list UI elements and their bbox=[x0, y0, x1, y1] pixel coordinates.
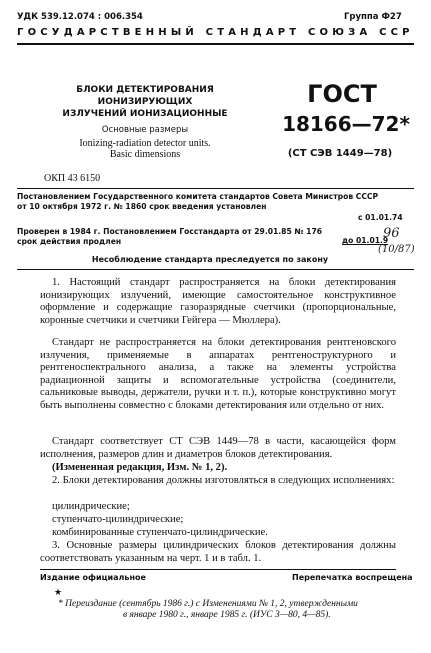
paragraph-4: 2. Блоки детектирования должны изготовляться в следующих исполнениях: bbox=[52, 475, 395, 486]
decree-line-4: срок действия продлен bbox=[17, 237, 122, 246]
gost-label: ГОСТ bbox=[307, 80, 377, 108]
handwritten-note: (10/87) bbox=[378, 244, 415, 255]
handwritten-year: 96 bbox=[383, 226, 400, 241]
reprint-note bbox=[58, 599, 418, 621]
extension-date: до 01.01.9 bbox=[342, 236, 389, 245]
legal-notice: Несоблюдение стандарта преследуется по закону bbox=[91, 255, 329, 264]
decree-line-2: от 10 октября 1972 г. № 1860 срок введения установлен bbox=[17, 202, 267, 211]
list-item-combined: комбинированные ступенчато-цилиндрические. bbox=[52, 527, 268, 538]
group-code: Группа Ф27 bbox=[344, 12, 402, 22]
header-rule bbox=[17, 43, 414, 45]
okp-code: ОКП 43 6150 bbox=[44, 173, 101, 184]
star-mark: ★ bbox=[54, 587, 63, 597]
st-sev-reference: (СТ СЭВ 1449—78) bbox=[287, 148, 393, 159]
reprint-banned: Перепечатка воспрещена bbox=[292, 573, 413, 582]
paragraph-1: 1. Настоящий стандарт распространяется на блоки детектирования ионизирующих излучений, имеющие самостоятельное конструктивное оформление и содержащие газоразрядные счетчики (пропорциональные, коронные счетчики и счетчики Гейгера — Мюллера). bbox=[40, 277, 396, 326]
decree-line-1: Постановлением Государственного комитета стандартов Совета Министров СССР bbox=[17, 192, 379, 201]
gost-number: 18166—72* bbox=[282, 112, 410, 136]
title-line-2: ИЗЛУЧЕНИЙ ИОНИЗАЦИОННЫЕ bbox=[62, 109, 228, 119]
intro-date: с 01.01.74 bbox=[358, 213, 403, 222]
paragraph-2: Стандарт не распространяется на блоки детектирования рентгеновского излучения, применяемые в аппаратах рентгеноструктурного и рентгеноспектрального анализа, а также на элементы устройства радиационной защиты и вспомогательные устройства (соединители, сальниковые выводы, держатели, ручки и т. п.), которые конструктивно могут быть выполнены совместно с блоками детектирования или отдельно от них. bbox=[40, 337, 396, 411]
english-title-line-1: Ionizing-radiation detector units. bbox=[79, 138, 211, 149]
amendment-note: (Измененная редакция, Изм. № 1, 2). bbox=[52, 462, 228, 473]
standard-banner: ГОСУДАРСТВЕННЫЙ СТАНДАРТ СОЮЗА ССР bbox=[17, 27, 414, 38]
english-title bbox=[30, 138, 260, 160]
english-title-line-2: Basic dimensions bbox=[109, 149, 181, 160]
title-subtitle: Основные размеры bbox=[101, 125, 189, 135]
udk-code: УДК 539.12.074 : 006.354 bbox=[17, 12, 143, 22]
divider-2 bbox=[17, 269, 414, 270]
divider-1 bbox=[17, 188, 414, 189]
decree-line-3: Проверен в 1984 г. Постановлением Госстандарта от 29.01.85 № 176 bbox=[17, 227, 323, 236]
official-edition: Издание официальное bbox=[40, 573, 146, 582]
reprint-note-line-2: в январе 1980 г., январе 1985 г. (ИУС 3—80, 4—85). bbox=[123, 610, 331, 620]
footer-rule bbox=[40, 569, 396, 570]
paragraph-3: Стандарт соответствует СТ СЭВ 1449—78 в части, касающейся форм исполнения, размеров длин и диаметров блоков детектирования. bbox=[40, 436, 396, 460]
title-block bbox=[30, 84, 260, 136]
reprint-note-line-1: * Переиздание (сентябрь 1986 г.) с Изменениями № 1, 2, утвержденными bbox=[58, 599, 358, 609]
list-item-cylindrical: цилиндрические; bbox=[52, 501, 130, 512]
list-item-stepped: ступенчато-цилиндрические; bbox=[52, 514, 184, 525]
decree-block bbox=[17, 192, 417, 212]
paragraph-5: 3. Основные размеры цилиндрических блоков детектирования должны соответствовать указанным на черт. 1 и в табл. 1. bbox=[40, 540, 396, 564]
title-line-1: БЛОКИ ДЕТЕКТИРОВАНИЯ ИОНИЗИРУЮЩИХ bbox=[76, 85, 214, 107]
review-block bbox=[17, 227, 347, 247]
